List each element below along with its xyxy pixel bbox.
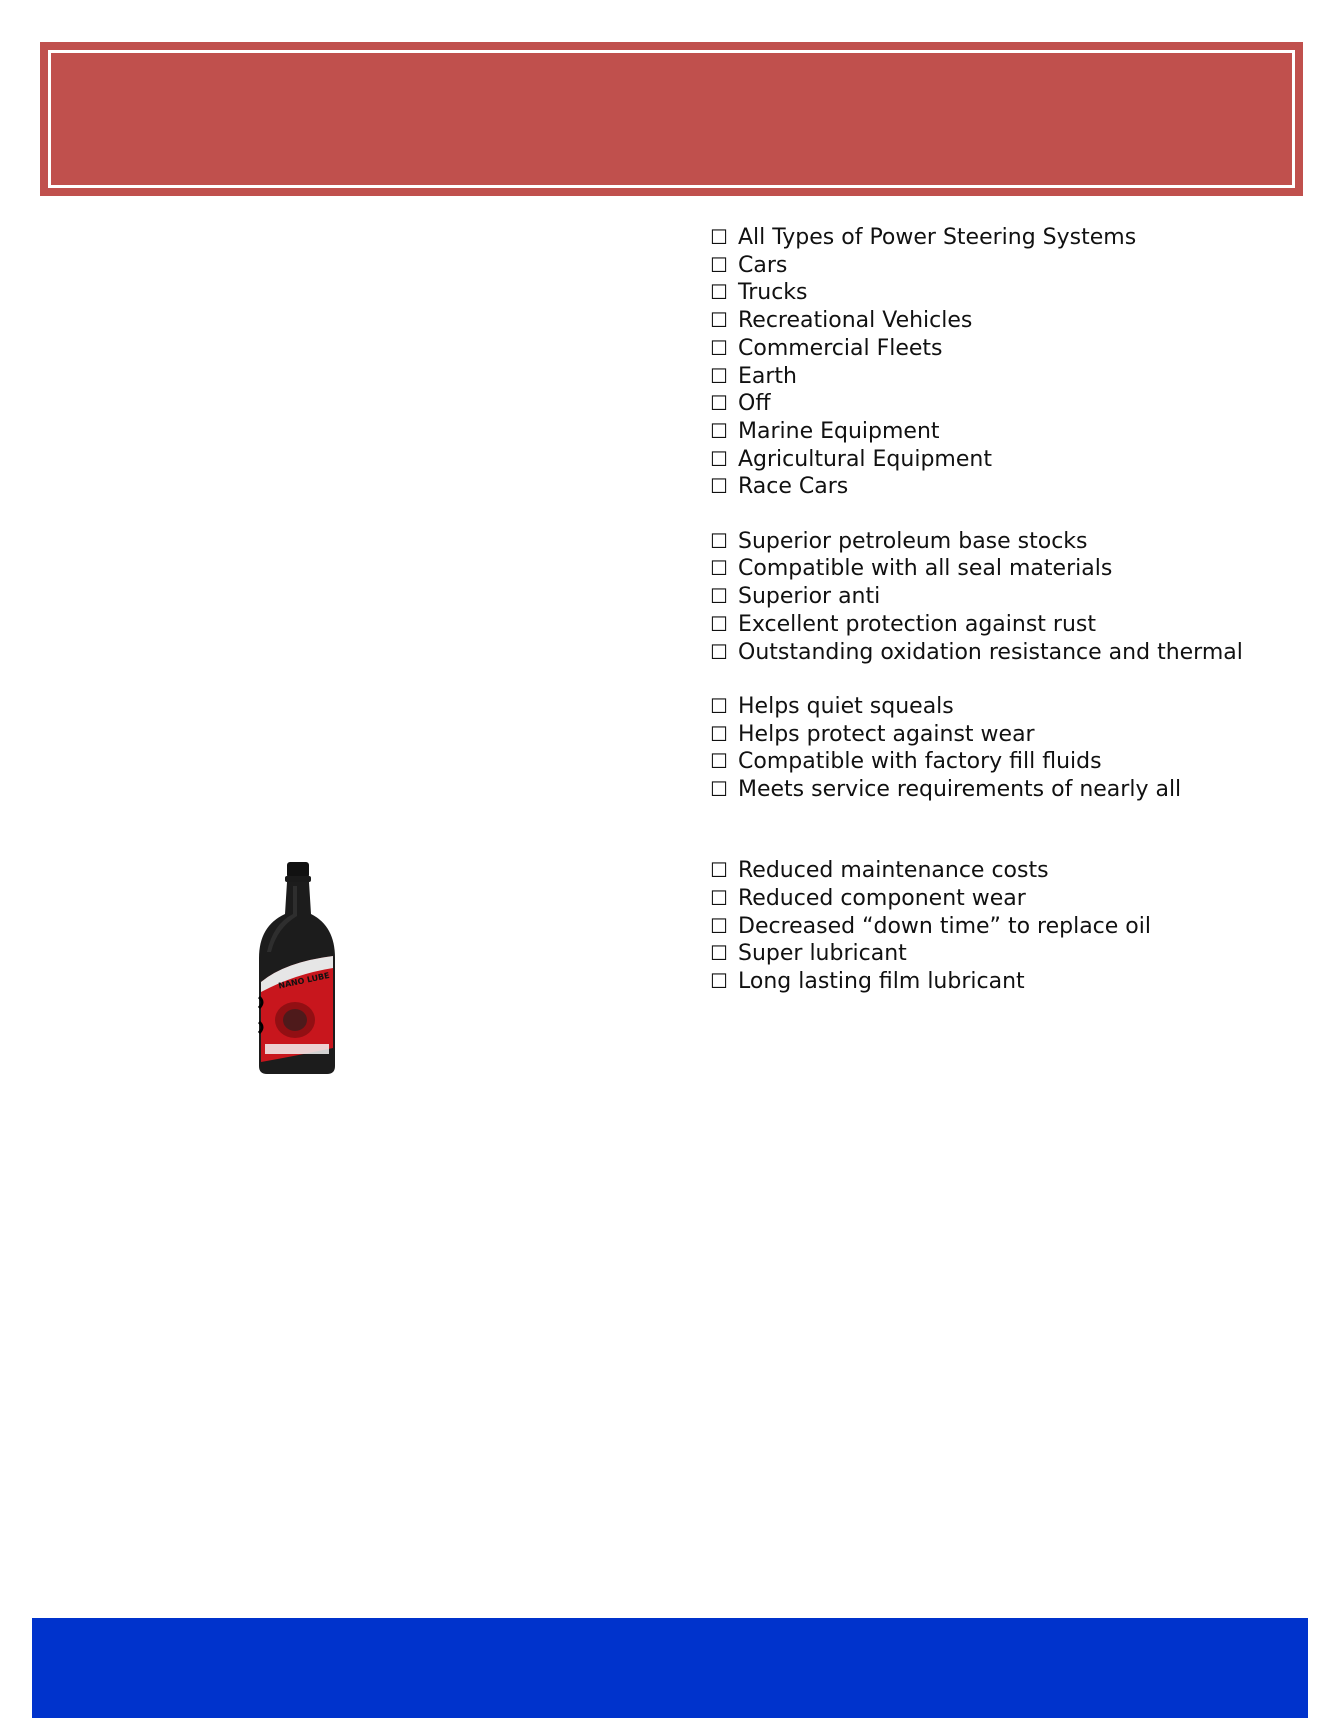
checkbox-icon: ☐ (710, 693, 728, 718)
checkbox-icon: ☐ (710, 280, 728, 305)
checkbox-icon: ☐ (710, 418, 728, 443)
list-item: ☐ Helps protect against wear (710, 721, 1035, 747)
list-item: ☐ Reduced component wear (710, 885, 1026, 911)
checkbox-icon: ☐ (710, 335, 728, 360)
list-item: ☐ Superior petroleum base stocks (710, 528, 1088, 554)
list-item: ☐ Marine Equipment (710, 418, 940, 444)
checkbox-icon: ☐ (710, 308, 728, 333)
list-item: ☐ Superior anti (710, 584, 881, 610)
list-item: ☐ Compatible with factory fill fluids (710, 749, 1102, 775)
checkbox-icon: ☐ (710, 584, 728, 609)
checkbox-icon: ☐ (710, 777, 728, 802)
checkbox-icon: ☐ (710, 639, 728, 664)
footer-banner (32, 1618, 1308, 1718)
checkbox-icon: ☐ (710, 749, 728, 774)
header-banner (40, 42, 1303, 196)
feature-lists (710, 224, 1310, 996)
list-item: ☐ Long lasting film lubricant (710, 968, 1025, 994)
list-item: ☐ Off (710, 391, 771, 417)
product-bottle-image (255, 862, 340, 1076)
list-item: ☐ Decreased “down time” to replace oil (710, 913, 1151, 939)
checkbox-icon: ☐ (710, 885, 728, 910)
list-item: ☐ Super lubricant (710, 941, 907, 967)
checkbox-icon: ☐ (710, 528, 728, 553)
checkbox-icon: ☐ (710, 474, 728, 499)
list-item: ☐ Compatible with all seal materials (710, 556, 1113, 582)
list-item: ☐ All Types of Power Steering Systems (710, 225, 1137, 250)
bottle-cap (287, 862, 309, 878)
list-item: ☐ Meets service requirements of nearly all (710, 777, 1182, 803)
checkbox-icon: ☐ (710, 556, 728, 581)
checkbox-icon: ☐ (710, 858, 728, 883)
checkbox-icon: ☐ (710, 941, 728, 966)
list-item: ☐ Outstanding oxidation resistance and thermal (710, 639, 1243, 665)
list-item: ☐ Agricultural Equipment (710, 446, 992, 472)
list-item: ☐ Cars (710, 252, 788, 278)
checkbox-icon: ☐ (710, 446, 728, 471)
checkbox-icon: ☐ (710, 225, 728, 249)
list-item: ☐ Commercial Fleets (710, 335, 943, 361)
checkbox-icon: ☐ (710, 252, 728, 277)
benefits-list (710, 857, 1310, 996)
checkbox-icon: ☐ (710, 721, 728, 746)
list-spacer (710, 666, 1310, 693)
performance-list (710, 693, 1310, 804)
bottle-brand-text: NANO LUBE (277, 970, 331, 991)
list-spacer (710, 501, 1310, 528)
applications-list (710, 224, 1310, 501)
list-item: ☐ Earth (710, 363, 797, 389)
list-spacer (710, 804, 1310, 857)
checkbox-icon: ☐ (710, 913, 728, 938)
list-item: ☐ Reduced maintenance costs (710, 858, 1049, 884)
list-item: ☐ Helps quiet squeals (710, 693, 954, 719)
list-item: ☐ Recreational Vehicles (710, 308, 973, 334)
header-inner-border (48, 50, 1295, 188)
properties-list (710, 528, 1310, 667)
list-item: ☐ Trucks (710, 280, 808, 306)
checkbox-icon: ☐ (710, 968, 728, 993)
checkbox-icon: ☐ (710, 391, 728, 416)
list-item: ☐ Race Cars (710, 474, 849, 500)
list-item: ☐ Excellent protection against rust (710, 611, 1097, 637)
checkbox-icon: ☐ (710, 363, 728, 388)
checkbox-icon: ☐ (710, 611, 728, 636)
